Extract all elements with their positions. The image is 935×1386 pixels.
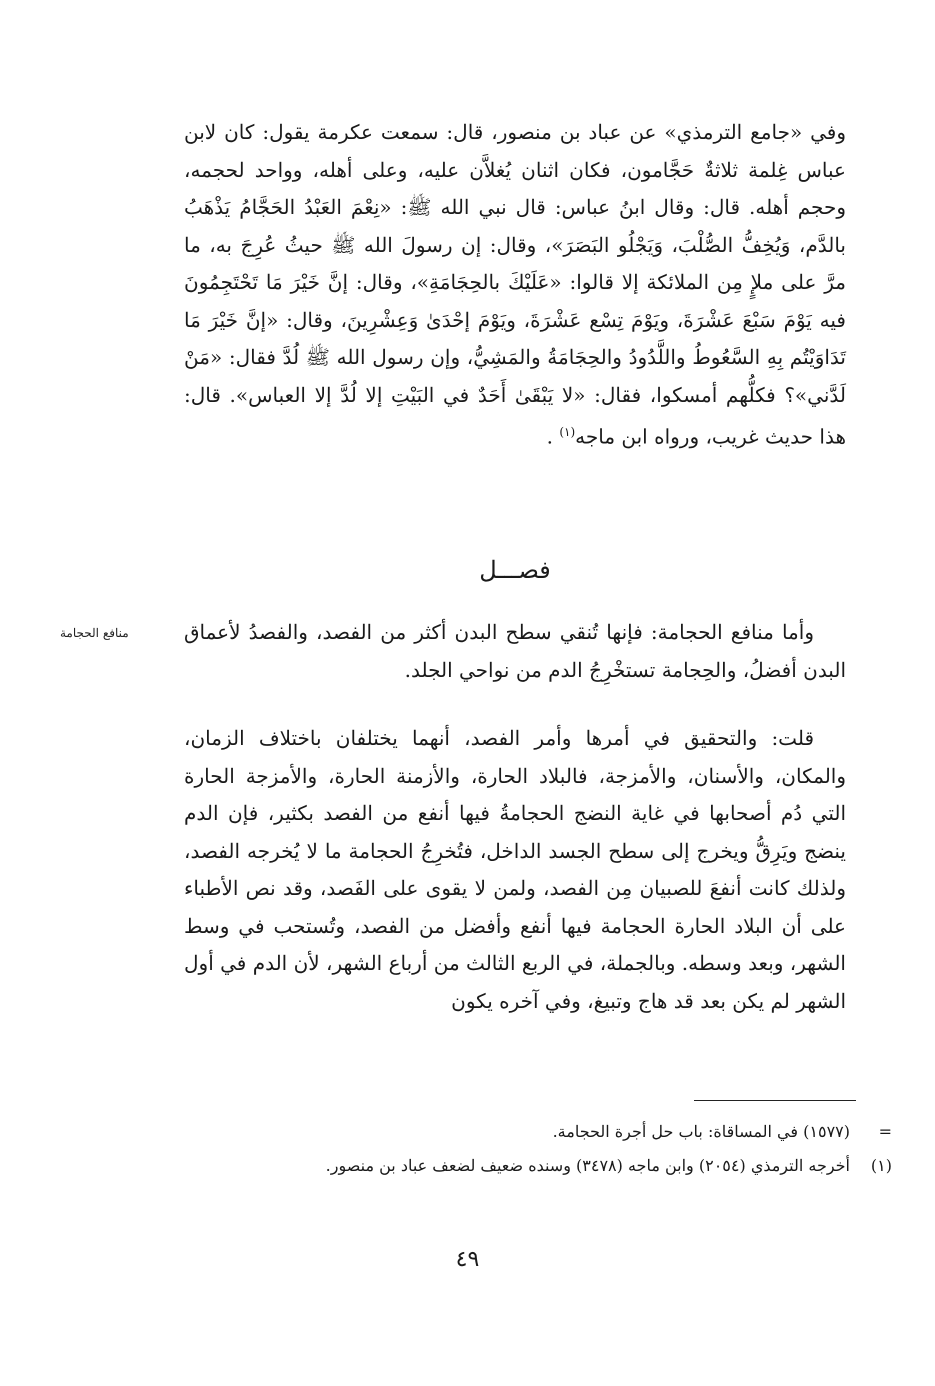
footnote-marker: = bbox=[878, 1122, 892, 1141]
section-heading: فصـــل bbox=[479, 556, 551, 584]
page-number: ٤٩ bbox=[455, 1247, 480, 1272]
footnote-text: (١٥٧٧) في المساقاة: باب حل أجرة الحجامة. bbox=[552, 1122, 850, 1141]
paragraph-hadith bbox=[184, 114, 846, 456]
footnote-divider bbox=[694, 1100, 856, 1101]
footnote-continued bbox=[180, 1116, 892, 1148]
footnote-text: أخرجه الترمذي (٢٠٥٤) وابن ماجه (٣٤٧٨) وسنده ضعيف لضعف عباد بن منصور. bbox=[325, 1156, 850, 1175]
paragraph-analysis: قلت: والتحقيق في أمرها وأمر الفصد، أنهما يختلفان باختلاف الزمان، والمكان، والأسنان، والأمزجة، فالبلاد الحارة، والأزمنة الحارة، والأمزجة الحارة التي دُم أصحابها في غاية النضج الحجامةُ فيها أنفع من الفصد بكثير، فإن الدم ينضج ويَرِقُّ ويخرج إلى سطح الجسد الداخل، فتُخرِجُ الحجامة ما لا يُخرجه الفصد، ولذلك كانت أنفعَ للصبيان مِن الفصد، ولمن لا يقوى على الفَصد، وقد نص الأطباء على أن البلاد الحارة الحجامة فيها أنفع وأفضل من الفصد، وتُستحب في وسط الشهر، وبعد وسطه. وبالجملة، في الربع الثالث من أرباع الشهر، لأن الدم في أول الشهر لم يكن بعد قد هاج وتبيغ، وفي آخره يكون bbox=[184, 726, 846, 1013]
paragraph-text: وفي «جامع الترمذي» عن عباد بن منصور، قال: سمعت عكرمة يقول: كان لابن عباس غِلمة ثلاثةٌ حَجَّامون، فكان اثنان يُغلاَّن عليه، وعلى أهله، وواحد لحجمه، وحجم أهله. قال: وقال ابنُ عباس: قال نبي الله ﷺ: «نِعْمَ العَبْدُ الحَجَّامُ يَذْهَبُ بالدَّم، وَيُخِفُّ الصُّلْبَ، وَيَجْلُو البَصَرَ»، وقال: إن رسولَ الله ﷺ حيثُ عُرِجَ به، ما مرَّ على ملإٍ مِن الملائكة إلا قالوا: «عَلَيْكَ بالحِجَامَةِ»، وقال: إنَّ خَيْرَ مَا تَحْتَجِمُونَ فيه يَوْمَ سَبْعَ عَشْرَةَ، ويَوْمَ تِسْع عَشْرَةَ، ويَوْمَ إحْدَىٰ وَعِشْرِينَ، وقال: «إنَّ خَيْرَ مَا تَدَاوَيْتُم بِهِ السَّعُوطُ واللَّدُودُ والحِجَامَةُ والمَشِيُّ، وإن رسول الله ﷺ لُدَّ فقال: «مَنْ لَدَّني»؟ فكلُّهم أمسكوا، فقال: «لا يَبْقَىٰ أَحَدٌ في البَيْتِ إلا لُدَّ إلا العباس». قال: هذا حديث غريب، ورواه ابن ماجه bbox=[184, 120, 846, 449]
paragraph-end: . bbox=[546, 424, 560, 449]
footnote-reference: (١) bbox=[559, 425, 576, 439]
paragraph-benefits: وأما منافع الحجامة: فإنها تُنقي سطح البدن أكثر من الفصد، والفصدُ لأعماق البدن أفضلُ، والحِجامة تستخْرِجُ الدم من نواحي الجلد. bbox=[184, 620, 846, 682]
footnote-marker: (١) bbox=[870, 1156, 892, 1175]
margin-note: منافع الحجامة bbox=[60, 626, 129, 640]
footnote-1 bbox=[180, 1150, 892, 1182]
